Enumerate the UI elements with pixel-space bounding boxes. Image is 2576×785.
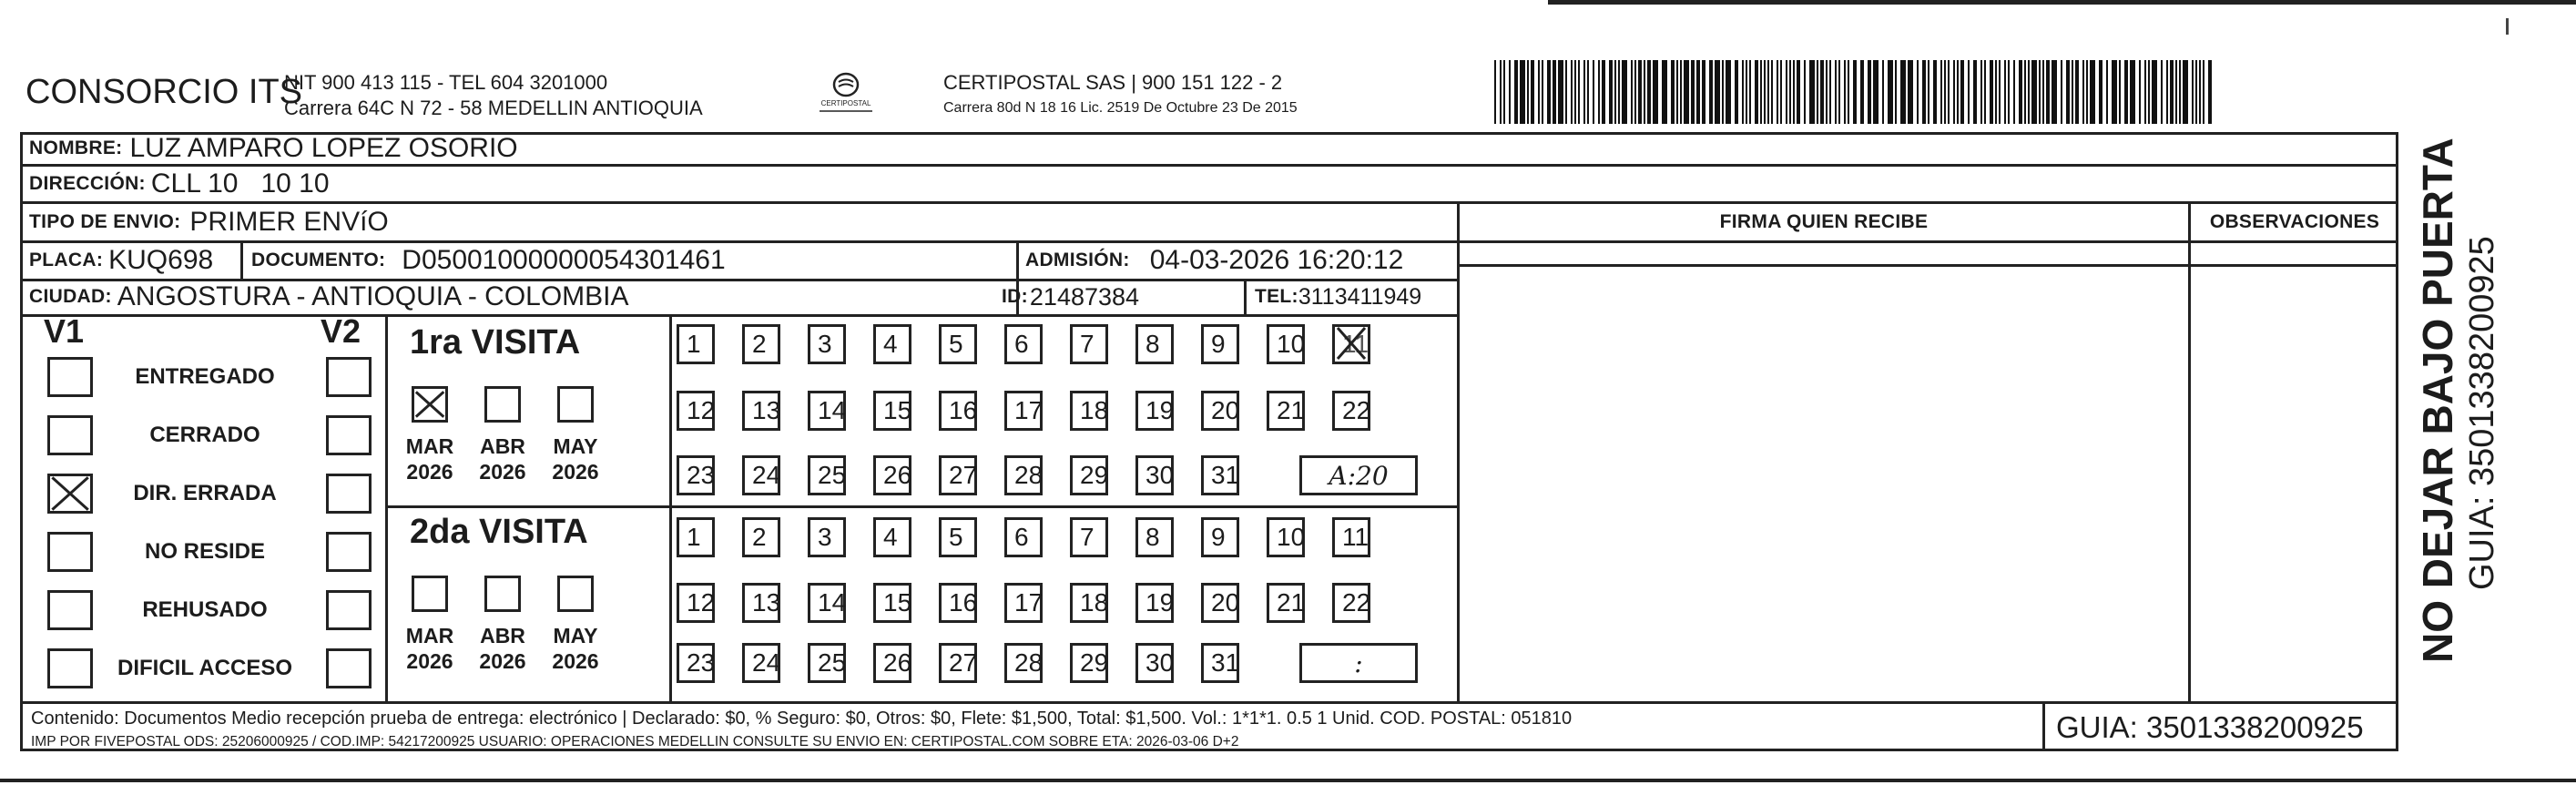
first-day-29[interactable]: 29 bbox=[1070, 455, 1108, 495]
ciudad-label: CIUDAD: bbox=[29, 286, 112, 307]
first-day-30[interactable]: 30 bbox=[1135, 455, 1174, 495]
first-day-8[interactable]: 8 bbox=[1135, 324, 1174, 364]
sender-name: CONSORCIO ITS bbox=[25, 73, 303, 111]
v2-checkbox-dificil-acceso[interactable] bbox=[326, 648, 372, 688]
first-day-5[interactable]: 5 bbox=[939, 324, 977, 364]
v1-checkbox-cerrado[interactable] bbox=[47, 415, 93, 455]
first-month-label-mar: MAR 2026 bbox=[405, 434, 454, 484]
v2-checkbox-cerrado[interactable] bbox=[326, 415, 372, 455]
first-day-22[interactable]: 22 bbox=[1332, 391, 1370, 431]
tipo-label: TIPO DE ENVIO: bbox=[29, 211, 181, 232]
placa-cell bbox=[29, 242, 213, 279]
v1-label: V1 bbox=[44, 312, 85, 350]
documento-label: DOCUMENTO: bbox=[251, 250, 386, 270]
first-day-11[interactable]: 11 bbox=[1332, 324, 1370, 364]
second-day-27[interactable]: 27 bbox=[939, 643, 977, 683]
placa-value: KUQ698 bbox=[108, 245, 214, 275]
first-day-21[interactable]: 21 bbox=[1267, 391, 1305, 431]
second-month-checkbox-mar[interactable] bbox=[412, 576, 448, 612]
second-day-10[interactable]: 10 bbox=[1267, 517, 1305, 557]
scan-top-edge bbox=[1548, 0, 2576, 5]
tipo-row bbox=[29, 203, 389, 241]
sender-address: Carrera 64C N 72 - 58 MEDELLIN ANTIOQUIA bbox=[284, 97, 703, 119]
second-day-31[interactable]: 31 bbox=[1201, 643, 1239, 683]
tel-value: 3113411949 bbox=[1298, 283, 1422, 310]
first-day-1[interactable]: 1 bbox=[677, 324, 715, 364]
status-label-entregado: ENTREGADO bbox=[135, 364, 275, 389]
documento-cell bbox=[251, 242, 726, 279]
first-month-label-may: MAY 2026 bbox=[552, 434, 599, 484]
v1-checkbox-dir-errada[interactable] bbox=[47, 474, 93, 514]
second-day-4[interactable]: 4 bbox=[873, 517, 911, 557]
first-day-4[interactable]: 4 bbox=[873, 324, 911, 364]
tel-label: TEL: bbox=[1255, 286, 1298, 307]
placa-label: PLACA: bbox=[29, 250, 104, 270]
id-cell bbox=[1002, 280, 1139, 314]
first-day-16[interactable]: 16 bbox=[939, 391, 977, 431]
observaciones-label: OBSERVACIONES bbox=[2209, 211, 2380, 232]
ciudad-value: ANGOSTURA - ANTIOQUIA - COLOMBIA bbox=[117, 281, 629, 311]
first-day-24[interactable]: 24 bbox=[742, 455, 780, 495]
first-day-25[interactable]: 25 bbox=[808, 455, 846, 495]
nombre-row bbox=[29, 132, 518, 165]
v1-checkbox-rehusado[interactable] bbox=[47, 590, 93, 630]
first-day-23[interactable]: 23 bbox=[677, 455, 715, 495]
first-day-20[interactable]: 20 bbox=[1201, 391, 1239, 431]
second-time-box[interactable]: : bbox=[1299, 643, 1418, 683]
second-month-label-mar: MAR 2026 bbox=[405, 624, 454, 673]
first-day-2[interactable]: 2 bbox=[742, 324, 780, 364]
first-day-28[interactable]: 28 bbox=[1004, 455, 1043, 495]
second-day-25[interactable]: 25 bbox=[808, 643, 846, 683]
second-day-7[interactable]: 7 bbox=[1070, 517, 1108, 557]
first-day-14[interactable]: 14 bbox=[808, 391, 846, 431]
second-day-23[interactable]: 23 bbox=[677, 643, 715, 683]
tel-cell bbox=[1255, 280, 1421, 314]
admision-value: 04-03-2026 16:20:12 bbox=[1149, 245, 1404, 275]
v2-checkbox-dir-errada[interactable] bbox=[326, 474, 372, 514]
first-day-12[interactable]: 12 bbox=[677, 391, 715, 431]
first-day-9[interactable]: 9 bbox=[1201, 324, 1239, 364]
second-day-28[interactable]: 28 bbox=[1004, 643, 1043, 683]
second-day-16[interactable]: 16 bbox=[939, 583, 977, 623]
nombre-label: NOMBRE: bbox=[29, 138, 123, 158]
v2-checkbox-rehusado[interactable] bbox=[326, 590, 372, 630]
id-value: 21487384 bbox=[1029, 282, 1140, 311]
second-day-17[interactable]: 17 bbox=[1004, 583, 1043, 623]
side-warning: NO DEJAR BAJO PUERTA bbox=[2414, 138, 2461, 663]
tipo-value: PRIMER ENVíO bbox=[189, 207, 389, 237]
scan-bottom-edge bbox=[0, 779, 2576, 782]
firma-label: FIRMA QUIEN RECIBE bbox=[1719, 211, 1929, 232]
second-visit-title: 2da VISITA bbox=[410, 513, 588, 551]
status-label-rehusado: REHUSADO bbox=[142, 597, 268, 622]
courier-name: CERTIPOSTAL SAS | 900 151 122 - 2 bbox=[943, 71, 1283, 94]
first-day-26[interactable]: 26 bbox=[873, 455, 911, 495]
admision-cell bbox=[1025, 242, 1403, 279]
first-day-10[interactable]: 10 bbox=[1267, 324, 1305, 364]
certipostal-logo bbox=[814, 69, 878, 115]
first-day-27[interactable]: 27 bbox=[939, 455, 977, 495]
status-label-no-reside: NO RESIDE bbox=[144, 539, 266, 564]
first-month-checkbox-may[interactable] bbox=[557, 386, 594, 423]
second-month-label-abr: ABR 2026 bbox=[479, 624, 526, 673]
admision-label: ADMISIÓN: bbox=[1025, 250, 1130, 270]
courier-license: Carrera 80d N 18 16 Lic. 2519 De Octubre 23 De 2015 bbox=[943, 100, 1298, 116]
first-day-3[interactable]: 3 bbox=[808, 324, 846, 364]
imp-text: IMP POR FIVEPOSTAL ODS: 25206000925 / COD.IMP: 54217200925 USUARIO: OPERACIONES MEDELLIN CONSULTE SU ENVIO EN: CERTIPOSTAL.COM SOBRE ETA: 2026-03-06 D+2 bbox=[31, 734, 1239, 749]
first-visit-title: 1ra VISITA bbox=[410, 323, 581, 362]
first-day-18[interactable]: 18 bbox=[1070, 391, 1108, 431]
second-month-checkbox-may[interactable] bbox=[557, 576, 594, 612]
side-text-wrap bbox=[2413, 137, 2540, 719]
second-month-checkbox-abr[interactable] bbox=[484, 576, 521, 612]
nombre-value: LUZ AMPARO LOPEZ OSORIO bbox=[129, 133, 518, 163]
second-day-26[interactable]: 26 bbox=[873, 643, 911, 683]
second-day-15[interactable]: 15 bbox=[873, 583, 911, 623]
second-day-6[interactable]: 6 bbox=[1004, 517, 1043, 557]
v2-checkbox-entregado[interactable] bbox=[326, 357, 372, 397]
second-day-9[interactable]: 9 bbox=[1201, 517, 1239, 557]
first-day-13[interactable]: 13 bbox=[742, 391, 780, 431]
second-day-12[interactable]: 12 bbox=[677, 583, 715, 623]
first-day-6[interactable]: 6 bbox=[1004, 324, 1043, 364]
second-day-30[interactable]: 30 bbox=[1135, 643, 1174, 683]
second-day-14[interactable]: 14 bbox=[808, 583, 846, 623]
first-day-31[interactable]: 31 bbox=[1201, 455, 1239, 495]
v1-checkbox-dificil-acceso[interactable] bbox=[47, 648, 93, 688]
v1-checkbox-no-reside[interactable] bbox=[47, 532, 93, 572]
side-guia: GUIA: 3501338200925 bbox=[2463, 236, 2501, 590]
first-month-checkbox-abr[interactable] bbox=[484, 386, 521, 423]
second-day-2[interactable]: 2 bbox=[742, 517, 780, 557]
first-day-15[interactable]: 15 bbox=[873, 391, 911, 431]
direccion-label: DIRECCIÓN: bbox=[29, 173, 146, 194]
second-day-20[interactable]: 20 bbox=[1201, 583, 1239, 623]
first-month-checkbox-mar[interactable] bbox=[412, 386, 448, 423]
second-day-3[interactable]: 3 bbox=[808, 517, 846, 557]
v2-checkbox-no-reside[interactable] bbox=[326, 532, 372, 572]
ciudad-cell bbox=[29, 280, 629, 314]
second-day-8[interactable]: 8 bbox=[1135, 517, 1174, 557]
first-time-box[interactable]: A:20 bbox=[1299, 455, 1418, 495]
second-day-5[interactable]: 5 bbox=[939, 517, 977, 557]
v2-label: V2 bbox=[321, 312, 361, 350]
barcode bbox=[1491, 60, 2220, 124]
second-day-21[interactable]: 21 bbox=[1267, 583, 1305, 623]
documento-value: D05001000000054301461 bbox=[402, 245, 726, 275]
second-day-18[interactable]: 18 bbox=[1070, 583, 1108, 623]
status-label-dificil-acceso: DIFICIL ACCESO bbox=[117, 656, 292, 680]
first-day-7[interactable]: 7 bbox=[1070, 324, 1108, 364]
first-day-17[interactable]: 17 bbox=[1004, 391, 1043, 431]
v1-checkbox-entregado[interactable] bbox=[47, 357, 93, 397]
second-day-13[interactable]: 13 bbox=[742, 583, 780, 623]
svg-text:CERTIPOSTAL: CERTIPOSTAL bbox=[820, 99, 871, 107]
direccion-value: CLL 10 10 10 bbox=[150, 168, 330, 199]
second-month-label-may: MAY 2026 bbox=[552, 624, 599, 673]
second-day-11[interactable]: 11 bbox=[1332, 517, 1370, 557]
sender-nit-tel: NIT 900 413 115 - TEL 604 3201000 bbox=[284, 71, 608, 94]
status-label-cerrado: CERRADO bbox=[149, 423, 260, 447]
first-month-label-abr: ABR 2026 bbox=[479, 434, 526, 484]
second-day-29[interactable]: 29 bbox=[1070, 643, 1108, 683]
id-label: ID: bbox=[1002, 286, 1028, 307]
contenido-text: Contenido: Documentos Medio recepción prueba de entrega: electrónico | Declarado: $0, % Seguro: $0, Otros: $0, Flete: $1,500, Total: $1,500. Vol.: 1*1*1. 0.5 1 Unid. COD. POSTAL: 051810 bbox=[31, 709, 1573, 729]
second-day-1[interactable]: 1 bbox=[677, 517, 715, 557]
footer-guia: GUIA: 3501338200925 bbox=[2056, 710, 2364, 744]
second-day-24[interactable]: 24 bbox=[742, 643, 780, 683]
direccion-row bbox=[29, 166, 330, 202]
status-label-dir-errada: DIR. ERRADA bbox=[133, 481, 277, 505]
scan-mark bbox=[2506, 18, 2509, 35]
first-day-19[interactable]: 19 bbox=[1135, 391, 1174, 431]
second-day-22[interactable]: 22 bbox=[1332, 583, 1370, 623]
second-day-19[interactable]: 19 bbox=[1135, 583, 1174, 623]
